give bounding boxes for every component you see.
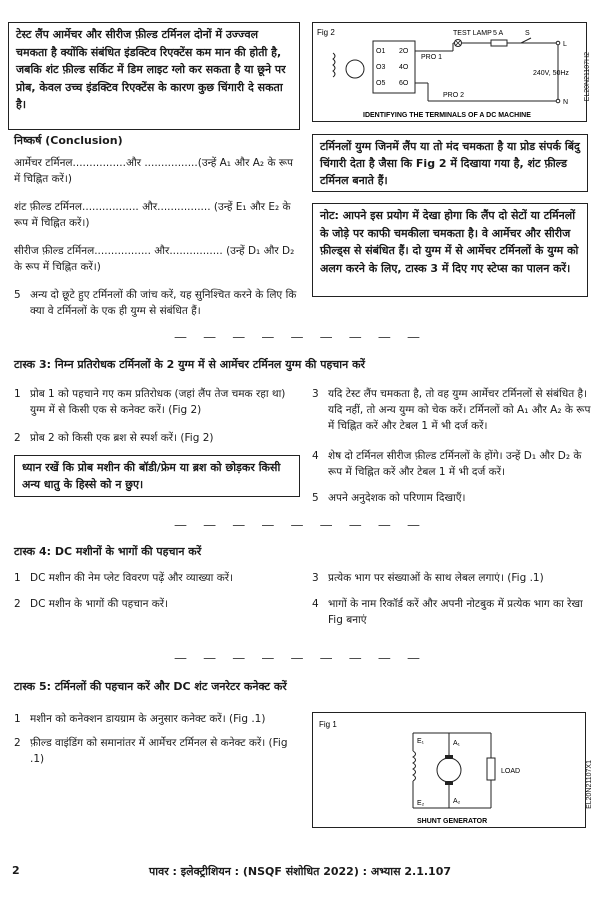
- fig2-diagram: [313, 23, 586, 121]
- fig1-brush-bottom: [445, 781, 453, 785]
- shunt-field-text: टर्मिनलों युग्म जिनमें लैंप या तो मंद चमकता है या प्रोड संपर्क बिंदु चिंगारी देता है जैसा कि Fig 2 में दिखाया गया है, शंट फ़ील्ड टर्मिनल बनाते हैं।: [320, 140, 580, 187]
- warning-text: ध्यान रखें कि प्रोब मशीन की बॉडी/फ्रेम या ब्रश को छोड़कर किसी अन्य धातु के हिस्से को न छुए।: [22, 461, 281, 491]
- conclusion-item5-num: 5: [14, 289, 21, 301]
- fig2-N: N: [563, 99, 569, 106]
- conclusion-line1: आर्मेचर टर्मिनल................और ................(उन्हें A₁ और A₂ के रूप में चिह्नित करें।): [14, 157, 293, 185]
- task4-step3: प्रत्येक भाग पर संख्याओं के साथ लेबल लगाएं। (Fig .1): [328, 572, 544, 584]
- fig2-switch: [521, 38, 531, 43]
- fig1-load: [487, 758, 495, 780]
- fig2-t6: 6O: [399, 80, 409, 87]
- task4-step1: DC मशीन की नेम प्लेट विवरण पढ़ें और व्याख्या करें।: [30, 572, 234, 584]
- fig2-pro1: PRO 1: [421, 54, 443, 61]
- fig2-test-lamp: TEST LAMP: [453, 30, 492, 37]
- task4-step2: DC मशीन के भागों की पहचान करें।: [30, 598, 169, 610]
- separator-1: — — — — — — — — —: [173, 330, 427, 345]
- warning-box: [14, 455, 300, 497]
- task3-heading: टास्क 3: निम्न प्रतिरोधक टर्मिनलों के 2 युग्म में से आर्मेचर टर्मिनल युग्म की पहचान करें: [14, 358, 366, 371]
- fig1-diagram: [313, 713, 585, 827]
- fig1-field-coil: [413, 751, 416, 781]
- fig1-caption: SHUNT GENERATOR: [417, 818, 488, 825]
- task3-step4-num: 4: [312, 450, 319, 462]
- fig1-a1: A₁: [453, 740, 461, 747]
- conclusion-line2: शंट फ़ील्ड टर्मिनल................. और................ (उन्हें E₁ और E₂ के रूप में चिह्नित करें।): [14, 201, 291, 229]
- fig2-supply: 240V, 50Hz: [533, 70, 569, 77]
- task4-step1-num: 1: [14, 572, 21, 584]
- fig2-box: [312, 22, 587, 122]
- task3-step3: यदि टेस्ट लैंप चमकता है, तो वह युग्म आर्मेचर टर्मिनलों से संबंधित है। यदि नहीं, तो अन्य युग्म को चेक करें। टर्मिनलों को A₁ और A₂ के रूप में चिह्नित करें और टेबल 1 में भी दर्ज करें।: [328, 388, 591, 432]
- fig1-code: EL20N21107X1: [586, 760, 593, 809]
- fig2-t2: 2O: [399, 48, 409, 55]
- note-box: [312, 203, 588, 297]
- fig2-pro2: PRO 2: [443, 92, 465, 99]
- conclusion-line3: सीरीज फ़ील्ड टर्मिनल................. और................ (उन्हें D₁ और D₂ के रूप में चिह्नित करें।): [14, 245, 295, 273]
- fig1-e1: E₁: [417, 738, 425, 745]
- task3-step2: प्रोब 2 को किसी एक ब्रश से स्पर्श करें। (Fig 2): [30, 432, 214, 444]
- fig1-a2: A₂: [453, 798, 461, 805]
- fig1-box: [312, 712, 586, 828]
- task3-step1: प्रोब 1 को पहचाने गए कम प्रतिरोधक (जहां लैंप तेज चमक रहा था) युग्म में से किसी एक से कनेक्ट करें। (Fig 2): [30, 388, 286, 416]
- conclusion-heading: निष्कर्ष (Conclusion): [14, 134, 123, 147]
- fig2-t3: O3: [376, 64, 386, 71]
- fig2-label: Fig 2: [317, 28, 335, 37]
- fig2-t5: O5: [376, 80, 386, 87]
- fig2-t4: 4O: [399, 64, 409, 71]
- task3-step4: शेष दो टर्मिनल सीरीज फ़ील्ड टर्मिनलों के होंगे। उन्हें D₁ और D₂ के रूप में चिह्नित करें और टेबल 1 में भी दर्ज करें।: [328, 450, 582, 478]
- task3-step5: अपने अनुदेशक को परिणाम दिखाएँ।: [328, 492, 466, 504]
- task4-heading: टास्क 4: DC मशीनों के भागों की पहचान करें: [14, 545, 202, 558]
- task5-step1-num: 1: [14, 713, 21, 725]
- task5-step2: फ़ील्ड वाइंडिंग को समानांतर में आर्मेचर टर्मिनल से कनेक्ट करें। (Fig .1): [30, 737, 288, 765]
- fig2-fuse: [491, 40, 507, 46]
- fig2-fuse-label: 5 A: [493, 30, 504, 37]
- task3-step2-num: 2: [14, 432, 21, 444]
- fig2-terminal-n: [556, 99, 560, 103]
- task3-step1-num: 1: [14, 388, 21, 400]
- task3-step3-num: 3: [312, 388, 319, 400]
- fig1-brush-top: [445, 755, 453, 759]
- separator-2: — — — — — — — — —: [173, 518, 427, 533]
- fig1-load-label: LOAD: [501, 768, 521, 775]
- task5-step2-num: 2: [14, 737, 21, 749]
- note-text: नोट: आपने इस प्रयोग में देखा होगा कि लैंप दो सेटों या टर्मिनलों के जोड़े पर काफी चमकीला चमकता है। वे आर्मेचर और सीरीज फ़ील्ड्स से संबंधित हैं। दो युग्म में से आर्मेचर टर्मिनलों के युग्म को अलग करने के लिए, टास्क 3 में दिए गए स्टेप्स का पालन करें।: [320, 209, 579, 275]
- conclusion-item5: अन्य दो छूटे हुए टर्मिनलों की जांच करें, यह सुनिश्चित करने के लिए कि क्या वे टर्मिनलों के एक ही युग्म से संबंधित हैं।: [30, 289, 297, 317]
- fig2-code: EL20N21107H2: [584, 52, 591, 102]
- fig2-armature: [346, 60, 364, 78]
- fig2-caption: IDENTIFYING THE TERMINALS OF A DC MACHINE: [363, 112, 531, 119]
- fig2-L: L: [563, 41, 567, 48]
- fig2-field-coil: [333, 53, 335, 77]
- task4-step2-num: 2: [14, 598, 21, 610]
- fig2-terminal-l: [556, 41, 560, 45]
- task5-heading: टास्क 5: टर्मिनलों की पहचान करें और DC शंट जनरेटर कनेक्ट करें: [14, 680, 287, 693]
- top-info-text: टेस्ट लैंप आर्मेचर और सीरीज फ़ील्ड टर्मिनल दोनों में उज्ज्वल चमकता है क्योंकि संबंधित इंडक्टिव रिएक्टेंस कम मान की होती है, जबकि शंट फ़ील्ड सर्किट में डिम लाइट ग्लो कर सकता है या छूने पर प्रोब, केवल उच्च इंडक्टिव रिएक्टेंस के कारण कुछ चिंगारी दे सकता है।: [16, 28, 286, 111]
- fig1-label: Fig 1: [319, 720, 337, 729]
- page-number: 2: [12, 864, 20, 877]
- task3-step5-num: 5: [312, 492, 319, 504]
- task4-step4: भागों के नाम रिकॉर्ड करें और अपनी नोटबुक में प्रत्येक भाग का रेखा Fig बनाएं: [328, 598, 583, 626]
- task5-step1: मशीन को कनेक्शन डायग्राम के अनुसार कनेक्ट करें। (Fig .1): [30, 713, 266, 725]
- top-info-box: [8, 22, 300, 130]
- shunt-field-box: [312, 134, 588, 192]
- fig2-switch-label: S: [525, 30, 530, 37]
- footer-title: पावर : इलेक्ट्रीशियन : (NSQF संशोधित 2022) : अभ्यास 2.1.107: [148, 865, 452, 878]
- separator-3: — — — — — — — — —: [173, 651, 427, 666]
- fig1-e2: E₂: [417, 800, 425, 807]
- fig2-t1: O1: [376, 48, 386, 55]
- task4-step4-num: 4: [312, 598, 319, 610]
- task4-step3-num: 3: [312, 572, 319, 584]
- fig1-armature: [437, 758, 461, 782]
